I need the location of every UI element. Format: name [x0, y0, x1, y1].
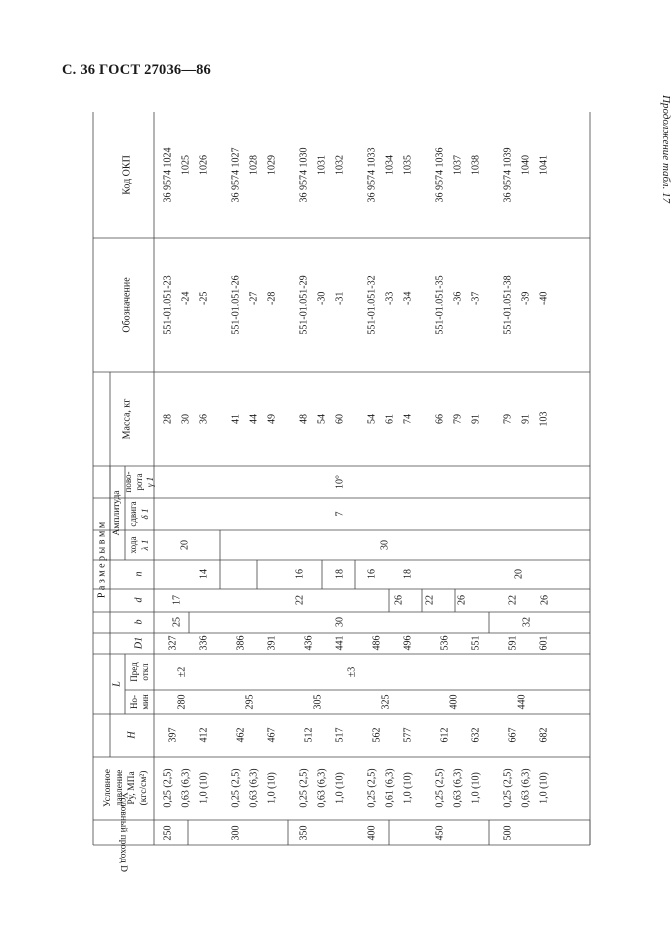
cell-L-tol: ±2: [176, 666, 188, 678]
cell-L-nom: 280: [176, 694, 188, 710]
cell-n: 14: [198, 569, 210, 579]
cell-H: 682: [538, 727, 550, 743]
cell-D1: 391: [266, 635, 278, 651]
cell-pressure: 0,63 (6,3): [452, 768, 464, 808]
cell-pressure: 1,0 (10): [470, 772, 482, 804]
cell-okp: 1034: [384, 155, 396, 175]
header-L: L: [111, 681, 123, 687]
header-D1: D1: [133, 636, 145, 650]
cell-H: 397: [167, 727, 179, 743]
cell-d: 22: [294, 595, 306, 605]
cell-designation: 551-01.051-23: [162, 275, 174, 335]
cell-L-nom: 295: [244, 694, 256, 710]
cell-pressure: 0,25 (2,5): [366, 768, 378, 808]
cell-D1: 496: [402, 635, 414, 651]
cell-okp: 1028: [248, 155, 260, 175]
cell-D1: 436: [303, 635, 315, 651]
cell-okp: 1035: [402, 155, 414, 175]
cell-dn: 400: [366, 825, 378, 841]
cell-designation: -31: [334, 291, 346, 305]
cell-pressure: 0,25 (2,5): [230, 768, 242, 808]
cell-L-nom: 325: [380, 694, 392, 710]
cell-pressure: 0,25 (2,5): [434, 768, 446, 808]
cell-designation: -37: [470, 291, 482, 305]
cell-n: 18: [402, 569, 414, 579]
cell-H: 512: [303, 727, 315, 743]
header-amp-shift-sym: δ 1: [140, 508, 150, 520]
cell-d: 26: [393, 595, 405, 605]
cell-dn: 300: [230, 825, 242, 841]
header-b: b: [133, 619, 145, 625]
cell-pressure: 0,61 (6,3): [384, 768, 396, 808]
cell-n: 16: [294, 569, 306, 579]
cell-H: 517: [334, 727, 346, 743]
header-mass: Масса, кг: [121, 398, 133, 440]
header-okp: Код ОКП: [121, 155, 133, 195]
cell-d: 22: [424, 595, 436, 605]
cell-amp-stroke: 20: [179, 540, 191, 550]
cell-mass: 49: [266, 414, 278, 424]
cell-dn: 350: [298, 825, 310, 841]
table-header: [97, 155, 156, 872]
cell-H: 462: [235, 727, 247, 743]
cell-pressure: 0,63 (6,3): [520, 768, 532, 808]
cell-pressure: 0,25 (2,5): [298, 768, 310, 808]
header-pressure-2: давление: [115, 769, 125, 807]
cell-H: 412: [198, 727, 210, 743]
header-pressure-4: (кгс/см²): [139, 770, 149, 806]
header-sizes-group: Р а з м е р ы в м м: [96, 521, 108, 599]
cell-H: 467: [266, 727, 278, 743]
cell-amp-stroke: 30: [379, 540, 391, 550]
cell-okp: 36 9574 1024: [162, 147, 174, 203]
cell-designation: -40: [538, 291, 550, 305]
continuation-note: Продолжение табл. 17: [660, 95, 672, 204]
cell-mass: 74: [402, 414, 414, 424]
header-d: d: [133, 597, 145, 603]
cell-d: 26: [456, 595, 468, 605]
cell-b: 32: [521, 617, 533, 627]
cell-mass: 79: [452, 414, 464, 424]
cell-amp-rot: 10°: [334, 475, 346, 489]
header-dn: Условный проход D: [118, 792, 128, 872]
cell-D1: 551: [470, 635, 482, 651]
cell-pressure: 1,0 (10): [402, 772, 414, 804]
cell-pressure: 1,0 (10): [538, 772, 550, 804]
cell-n: 20: [513, 569, 525, 579]
cell-dn: 250: [162, 825, 174, 841]
cell-D1: 327: [167, 635, 179, 651]
cell-pressure: 1,0 (10): [334, 772, 346, 804]
cell-designation: -24: [180, 291, 192, 305]
table-body: [163, 148, 551, 841]
cell-H: 612: [439, 727, 451, 743]
cell-designation: -39: [520, 291, 532, 305]
cell-designation: -30: [316, 291, 328, 305]
header-pressure-3: Pу, МПа: [127, 771, 137, 805]
cell-mass: 30: [180, 414, 192, 424]
cell-amp-shift: 7: [334, 511, 346, 517]
cell-mass: 54: [316, 414, 328, 424]
header-amp-shift: сдвига: [128, 501, 138, 527]
cell-designation: 551-01.051-32: [366, 275, 378, 335]
cell-mass: 54: [366, 414, 378, 424]
cell-mass: 91: [470, 414, 482, 424]
cell-okp: 1037: [452, 155, 464, 175]
cell-L-nom: 400: [448, 694, 460, 710]
cell-designation: -36: [452, 291, 464, 305]
cell-mass: 36: [198, 414, 210, 424]
cell-okp: 1025: [180, 155, 192, 175]
cell-mass: 44: [248, 414, 260, 424]
cell-designation: -28: [266, 291, 278, 305]
cell-d: 26: [539, 595, 551, 605]
cell-okp: 1040: [520, 155, 532, 175]
page-header: С. 36 ГОСТ 27036—86: [62, 62, 211, 78]
cell-dn: 450: [434, 825, 446, 841]
cell-D1: 601: [538, 635, 550, 651]
cell-mass: 41: [230, 414, 242, 424]
cell-D1: 486: [371, 635, 383, 651]
cell-D1: 336: [198, 635, 210, 651]
header-L-tol: Пред: [129, 662, 139, 682]
cell-mass: 60: [334, 414, 346, 424]
cell-mass: 61: [384, 414, 396, 424]
cell-okp: 36 9574 1036: [434, 147, 446, 203]
cell-D1: 591: [507, 635, 519, 651]
cell-d: 22: [507, 595, 519, 605]
cell-pressure: 1,0 (10): [266, 772, 278, 804]
header-amp-rot: пово-: [123, 471, 133, 493]
cell-H: 577: [402, 727, 414, 743]
cell-designation: 551-01.051-38: [502, 275, 514, 335]
header-L-tol-2: откл: [140, 663, 150, 681]
cell-H: 632: [470, 727, 482, 743]
header-H: H: [126, 731, 138, 739]
cell-n: 16: [366, 569, 378, 579]
cell-okp: 1041: [538, 155, 550, 175]
header-amp-stroke: хода: [128, 536, 138, 554]
cell-pressure: 0,63 (6,3): [316, 768, 328, 808]
cell-designation: -34: [402, 291, 414, 305]
cell-designation: 551-01.051-26: [230, 275, 242, 335]
cell-designation: 551-01.051-29: [298, 275, 310, 335]
cell-L-nom: 440: [516, 694, 528, 710]
cell-D1: 441: [334, 635, 346, 651]
header-L-nom-2: мин: [140, 694, 150, 710]
cell-b: 25: [171, 617, 183, 627]
header-amp-rot-sym: γ 1: [145, 476, 155, 488]
cell-L-nom: 305: [312, 694, 324, 710]
header-amp-rot-2: рота: [134, 473, 144, 491]
cell-mass: 79: [502, 414, 514, 424]
header-L-nom: Но-: [129, 695, 139, 709]
cell-D1: 536: [439, 635, 451, 651]
cell-mass: 66: [434, 414, 446, 424]
cell-L-tol: ±3: [346, 666, 358, 678]
cell-designation: -33: [384, 291, 396, 305]
cell-d: 17: [171, 595, 183, 605]
cell-okp: 36 9574 1033: [366, 147, 378, 203]
cell-pressure: 0,25 (2,5): [162, 768, 174, 808]
cell-okp: 1031: [316, 155, 328, 175]
cell-mass: 48: [298, 414, 310, 424]
cell-mass: 28: [162, 414, 174, 424]
cell-okp: 36 9574 1039: [502, 147, 514, 203]
header-pressure-1: Условное: [103, 769, 113, 807]
cell-okp: 36 9574 1027: [230, 147, 242, 203]
cell-okp: 1026: [198, 155, 210, 175]
cell-pressure: 0,63 (6,3): [248, 768, 260, 808]
cell-designation: -27: [248, 291, 260, 305]
cell-designation: -25: [198, 291, 210, 305]
cell-pressure: 0,25 (2,5): [502, 768, 514, 808]
cell-okp: 1029: [266, 155, 278, 175]
cell-b: 30: [334, 617, 346, 627]
cell-H: 562: [371, 727, 383, 743]
header-designation: Обозначение: [121, 277, 133, 333]
cell-H: 667: [507, 727, 519, 743]
cell-pressure: 0,63 (6,3): [180, 768, 192, 808]
header-amplitude: Амплитуда: [112, 490, 122, 536]
cell-okp: 1032: [334, 155, 346, 175]
cell-mass: 103: [538, 411, 550, 427]
cell-pressure: 1,0 (10): [198, 772, 210, 804]
cell-n: 18: [334, 569, 346, 579]
header-amp-stroke-sym: λ 1: [140, 539, 150, 551]
cell-okp: 36 9574 1030: [298, 147, 310, 203]
cell-D1: 386: [235, 635, 247, 651]
cell-mass: 91: [520, 414, 532, 424]
cell-okp: 1038: [470, 155, 482, 175]
header-n: n: [133, 571, 145, 577]
cell-dn: 500: [502, 825, 514, 841]
cell-designation: 551-01.051-35: [434, 275, 446, 335]
